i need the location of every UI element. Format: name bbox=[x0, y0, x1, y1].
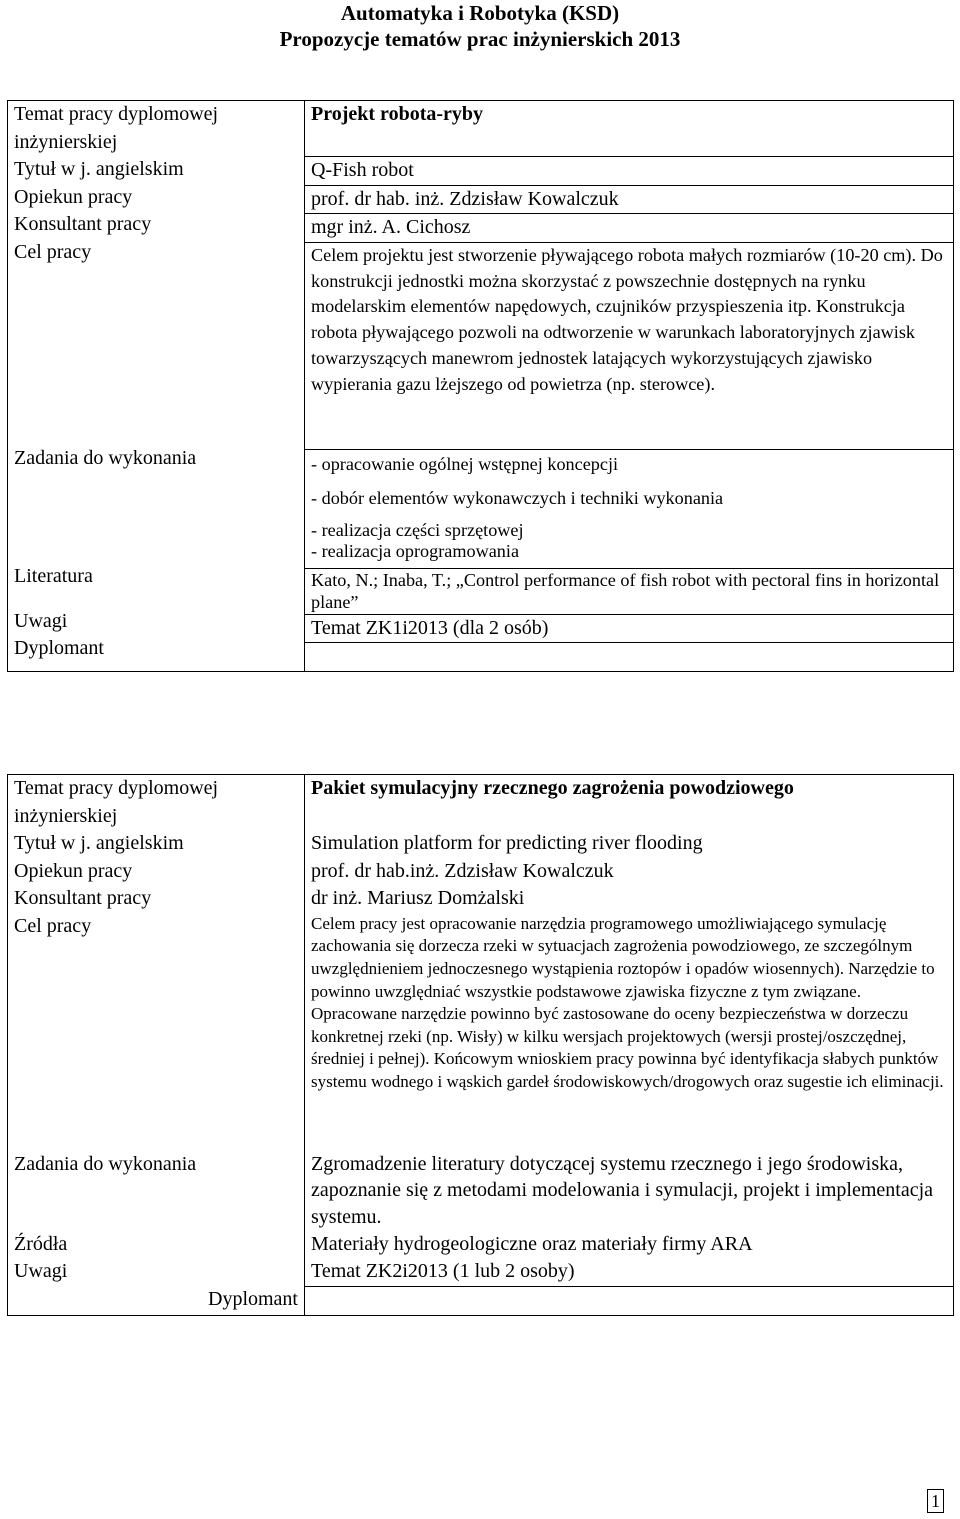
header-title: Automatyka i Robotyka (KSD) bbox=[340, 1, 620, 25]
task-item: - dobór elementów wykonawczych i techniki wykonania bbox=[311, 487, 724, 508]
value-temat: Projekt robota-ryby bbox=[311, 103, 484, 125]
label-opiekun: Opiekun pracy bbox=[14, 859, 133, 882]
topic1-values bbox=[305, 101, 954, 672]
value-literatura: Kato, N.; Inaba, T.; „Control performance of fish robot with pectoral fins in horizontal plane” bbox=[305, 568, 953, 614]
value-cel: Celem projektu jest stworzenie pływającego robota małych rozmiarów (10-20 cm). Do konstrukcji jednostki można skorzystać z powszechnie dostępnych na rynku modelarskim elementów napędowych, czujników przyspieszenia itp. Konstrukcja robota pływającego pozwoli na odtworzenie w warunkach laboratoryjnych zjawisk towarzyszących manewrom jednostek latających wykorzystujących zjawisko wypierania gazu lżejszego od powietrza (np. sterowce). bbox=[305, 242, 953, 449]
value-tytul: Simulation platform for predicting river flooding bbox=[311, 832, 703, 854]
label-dyplomant: Dyplomant bbox=[208, 1287, 298, 1310]
value-uwagi: Temat ZK2i2013 (1 lub 2 osoby) bbox=[311, 1260, 575, 1283]
value-temat: Pakiet symulacyjny rzecznego zagrożenia powodziowego bbox=[311, 777, 794, 799]
value-zrodla: Materiały hydrogeologiczne oraz materiały firmy ARA bbox=[311, 1232, 753, 1255]
task-item: - opracowanie ogólnej wstępnej koncepcji bbox=[311, 453, 619, 474]
value-konsultant: mgr inż. A. Cichosz bbox=[305, 214, 953, 243]
value-konsultant: dr inż. Mariusz Domżalski bbox=[311, 887, 525, 910]
label-uwagi: Uwagi bbox=[14, 609, 68, 632]
label-temat: Temat pracy dyplomowej inżynierskiej bbox=[14, 103, 219, 153]
value-dyplomant bbox=[305, 643, 953, 671]
topic-table-2 bbox=[7, 774, 954, 1316]
label-cel: Cel pracy bbox=[14, 914, 92, 937]
topic2-values bbox=[305, 775, 954, 1316]
label-dyplomant: Dyplomant bbox=[14, 637, 104, 660]
label-temat: Temat pracy dyplomowej inżynierskiej bbox=[14, 777, 219, 827]
value-opiekun: prof. dr hab. inż. Zdzisław Kowalczuk bbox=[305, 185, 953, 214]
value-zadania: Zgromadzenie literatury dotyczącej systemu rzecznego i jego środowiska, zapoznanie się z metodami modelowania i symulacji, projekt i implementacja systemu. bbox=[311, 1152, 934, 1228]
label-uwagi: Uwagi bbox=[14, 1260, 68, 1283]
value-tytul: Q-Fish robot bbox=[305, 157, 953, 186]
label-zrodla: Źródła bbox=[14, 1232, 68, 1255]
header-subtitle: Propozycje tematów prac inżynierskich 2013 bbox=[279, 27, 681, 51]
label-konsultant: Konsultant pracy bbox=[14, 213, 152, 236]
topic1-labels bbox=[8, 101, 305, 672]
label-tytul: Tytuł w j. angielskim bbox=[14, 832, 184, 854]
label-opiekun: Opiekun pracy bbox=[14, 185, 133, 208]
label-zadania: Zadania do wykonania bbox=[14, 1152, 197, 1175]
label-tytul: Tytuł w j. angielskim bbox=[14, 158, 184, 180]
value-zadania bbox=[305, 449, 953, 568]
page-header bbox=[0, 0, 960, 52]
topic2-labels bbox=[8, 775, 305, 1316]
value-opiekun: prof. dr hab.inż. Zdzisław Kowalczuk bbox=[311, 859, 614, 882]
task-item: - realizacja części sprzętowej bbox=[311, 519, 524, 540]
task-item: - realizacja oprogramowania bbox=[311, 540, 520, 561]
value-dyplomant bbox=[305, 1286, 953, 1314]
label-cel: Cel pracy bbox=[14, 240, 92, 263]
label-zadania: Zadania do wykonania bbox=[14, 446, 197, 469]
label-konsultant: Konsultant pracy bbox=[14, 887, 152, 910]
page-number: 1 bbox=[927, 1489, 944, 1513]
label-literatura: Literatura bbox=[14, 564, 93, 587]
value-cel: Celem pracy jest opracowanie narzędzia programowego umożliwiającego symulację zachowania się dorzecza rzeki w sytuacjach zagrożenia powodziowego, ze szczególnym uwzględnieniem jednoczesnego wystąpienia roztopów i opadów wiosennych). Narzędzie to powinno uwzględniać wszystkie podstawowe zjawiska fizyczne z tym związane. Opracowane narzędzie powinno być zastosowane do oceny bezpieczeństwa w dorzeczu konkretnej rzeki (np. Wisły) w kilku wersjach projektowych (wersji prostej/oszczędnej, średniej i pełnej). Końcowym wnioskiem pracy powinna być identyfikacja słabych punktów systemu wodnego i wąskich gardeł środowiskowych/drogowych oraz sugestie ich eliminacji. bbox=[311, 913, 944, 1091]
value-uwagi: Temat ZK1i2013 (dla 2 osób) bbox=[305, 614, 953, 643]
topic-table-1 bbox=[7, 100, 954, 672]
